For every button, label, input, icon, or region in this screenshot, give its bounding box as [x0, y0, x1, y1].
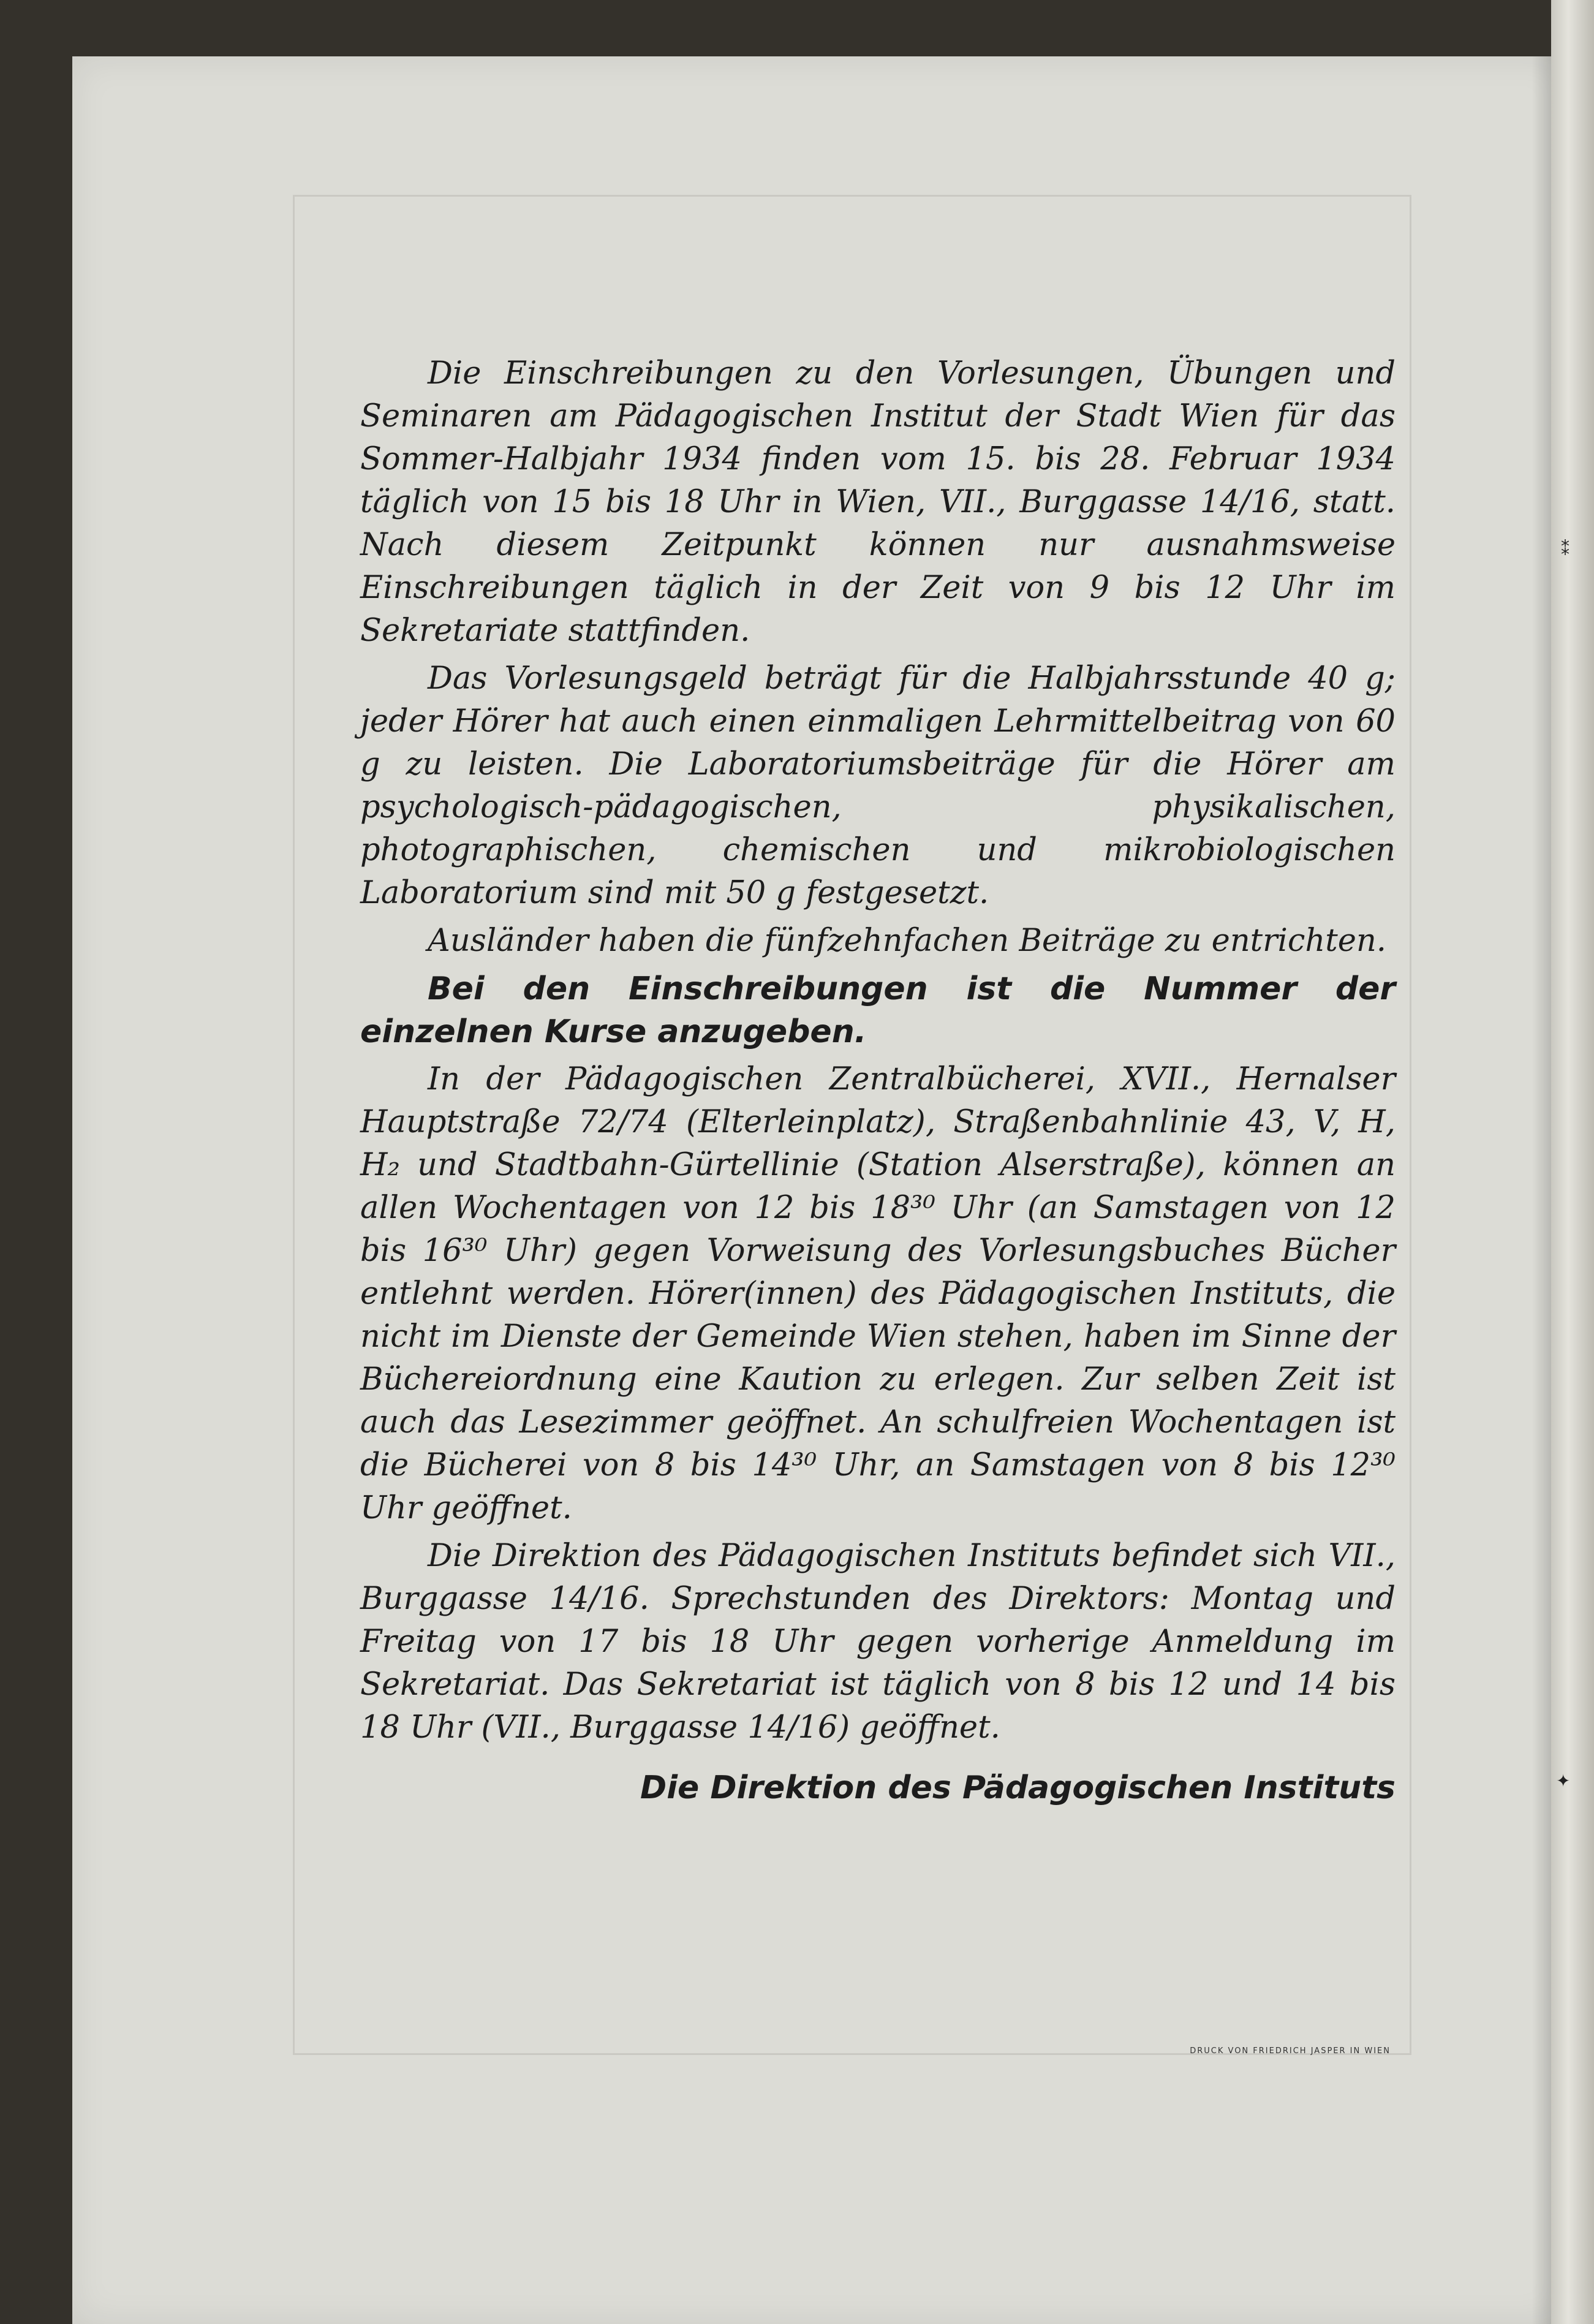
paragraph-library: In der Pädagogischen Zentralbücherei, XVII., Hernalser Hauptstraße 72/74 (Elterleinplatz), Straßenbahnlinie 43, V, H, H₂ und Stadtbahn-Gürtellinie (Station Alserstraße), können an allen Wochentagen von 12 bis 18³⁰ Uhr (an Samstagen von 12 bis 16³⁰ Uhr) gegen Vorweisung des Vorlesungsbuches Bücher entlehnt werden. Hörer(innen) des Pädagogischen Instituts, die nicht im Dienste der Gemeinde Wien stehen, haben im Sinne der Büchereiordnung eine Kaution zu erlegen. Zur selben Zeit ist auch das Lesezimmer geöffnet. An schulfreien Wochentagen ist die Bücherei von 8 bis 14³⁰ Uhr, an Samstagen von 8 bis 12³⁰ Uhr geöffnet. [360, 1061, 1396, 1526]
margin-mark: ✦ [1556, 1771, 1571, 1791]
margin-mark: ⁑ [1561, 539, 1569, 559]
paragraph-fees: Das Vorlesungsgeld beträgt für die Halbjahrsstunde 40 g; jeder Hörer hat auch einen einmaligen Lehrmittelbeitrag von 60 g zu leisten. Die Laboratoriumsbeiträge für die Hörer am psychologisch-pädagogischen, physikalischen, photographischen, chemischen und mikrobiologischen Laboratorium sind mit 50 g festgesetzt. [360, 660, 1396, 911]
signature-line: Die Direktion des Pädagogischen Instituts [640, 1769, 1396, 1806]
announcement-text [360, 352, 1396, 1754]
next-page-edge [1551, 0, 1594, 2324]
paragraph-registration: Die Einschreibungen zu den Vorlesungen, Übungen und Seminaren am Pädagogischen Institut der Stadt Wien für das Sommer-Halbjahr 1934 finden vom 15. bis 28. Februar 1934 täglich von 15 bis 18 Uhr in Wien, VII., Burggasse 14/16, statt. Nach diesem Zeitpunkt können nur ausnahmsweise Einschreibungen täglich in der Zeit von 9 bis 12 Uhr im Sekretariate stattfinden. [360, 355, 1396, 649]
printer-imprint: DRUCK VON FRIEDRICH JASPER IN WIEN [1190, 2046, 1391, 2056]
paragraph-foreigners: Ausländer haben die fünfzehnfachen Beiträge zu entrichten. [428, 923, 1387, 959]
paragraph-directorate: Die Direktion des Pädagogischen Instituts befindet sich VII., Burggasse 14/16. Sprechstunden des Direktors: Montag und Freitag von 17 bis 18 Uhr gegen vorherige Anmeldung im Sekretariat. Das Sekretariat ist täglich von 8 bis 12 und 14 bis 18 Uhr (VII., Burggasse 14/16) geöffnet. [360, 1538, 1396, 1746]
bold-notice: Bei den Einschreibungen ist die Nummer der einzelnen Kurse anzugeben. [360, 971, 1396, 1050]
